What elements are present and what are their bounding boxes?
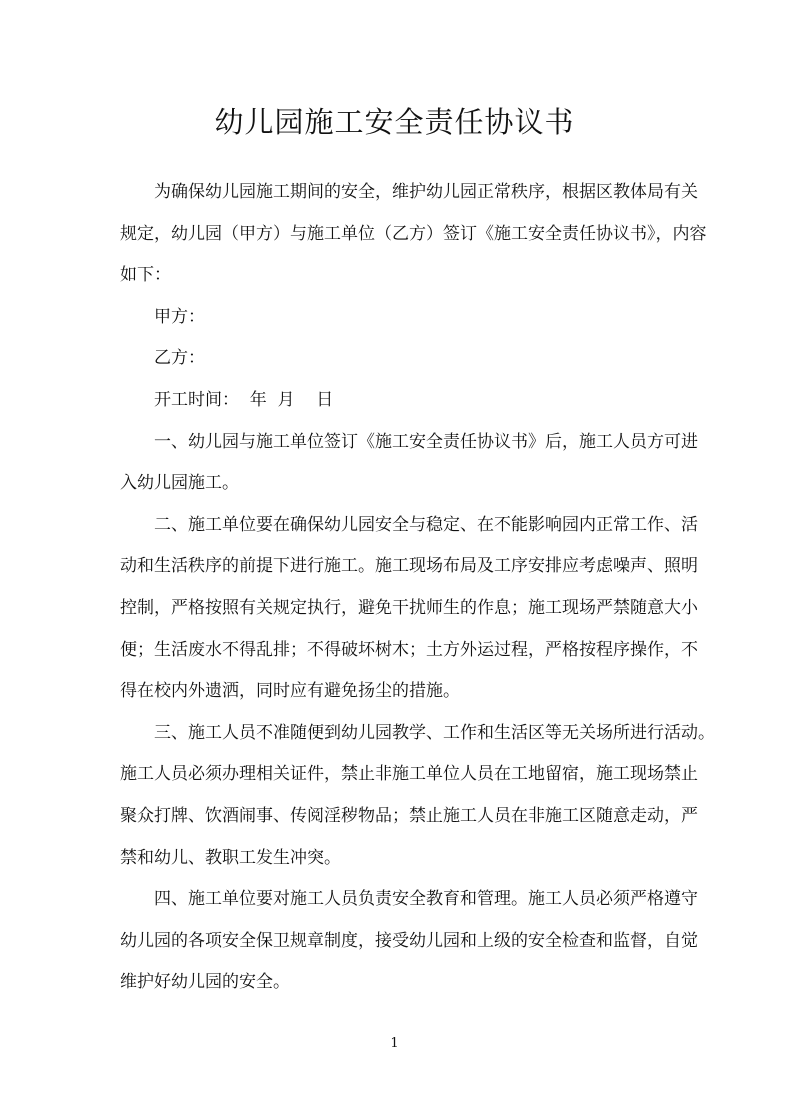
text-line: 幼儿园的各项安全保卫规章制度，接受幼儿园和上级的安全检查和监督，自觉 bbox=[120, 930, 698, 951]
text-line: 乙方： bbox=[154, 348, 205, 369]
paragraph bbox=[120, 505, 698, 713]
text-line: 四、施工单位要对施工人员负责安全教育和管理。施工人员必须严格遵守 bbox=[154, 889, 698, 910]
paragraph bbox=[120, 879, 698, 1004]
text-line: 控制，严格按照有关规定执行，避免干扰师生的作息；施工现场严禁随意大小 bbox=[120, 597, 698, 618]
paragraph bbox=[120, 380, 670, 422]
document-title: 幼儿园施工安全责任协议书 bbox=[214, 105, 575, 139]
text-line: 得在校内外遗洒，同时应有避免扬尘的措施。 bbox=[120, 681, 460, 702]
text-line: 为确保幼儿园施工期间的安全，维护幼儿园正常秩序，根据区教体局有关 bbox=[154, 182, 698, 202]
text-line: 规定，幼儿园（甲方）与施工单位（乙方）签订《施工安全责任协议书》，内容 bbox=[120, 223, 707, 244]
text-line: 开工时间： 年 月 日 bbox=[154, 389, 334, 410]
text-line: 便；生活废水不得乱排；不得破坏树木；土方外运过程，严格按程序操作，不 bbox=[120, 639, 698, 660]
paragraph bbox=[120, 172, 707, 297]
paragraph bbox=[120, 422, 698, 505]
page-number: 1 bbox=[390, 1036, 399, 1051]
document-body bbox=[120, 172, 715, 1004]
text-line: 一、幼儿园与施工单位签订《施工安全责任协议书》后，施工人员方可进 bbox=[154, 431, 698, 452]
paragraph bbox=[120, 297, 670, 339]
text-line: 禁和幼儿、教职工发生冲突。 bbox=[120, 847, 341, 868]
text-line: 如下： bbox=[120, 265, 171, 286]
text-line: 入幼儿园施工。 bbox=[120, 473, 239, 494]
text-line: 甲方： bbox=[154, 306, 205, 327]
text-line: 施工人员必须办理相关证件，禁止非施工单位人员在工地留宿，施工现场禁止 bbox=[120, 764, 698, 785]
text-line: 维护好幼儿园的安全。 bbox=[120, 972, 290, 993]
text-line: 三、施工人员不准随便到幼儿园教学、工作和生活区等无关场所进行活动。 bbox=[154, 722, 715, 743]
text-line: 二、施工单位要在确保幼儿园安全与稳定、在不能影响园内正常工作、活 bbox=[154, 514, 698, 535]
paragraph bbox=[120, 338, 670, 380]
text-line: 聚众打牌、饮酒闹事、传阅淫秽物品；禁止施工人员在非施工区随意走动，严 bbox=[120, 805, 698, 826]
paragraph bbox=[120, 713, 715, 879]
text-line: 动和生活秩序的前提下进行施工。施工现场布局及工序安排应考虑噪声、照明 bbox=[120, 556, 698, 577]
